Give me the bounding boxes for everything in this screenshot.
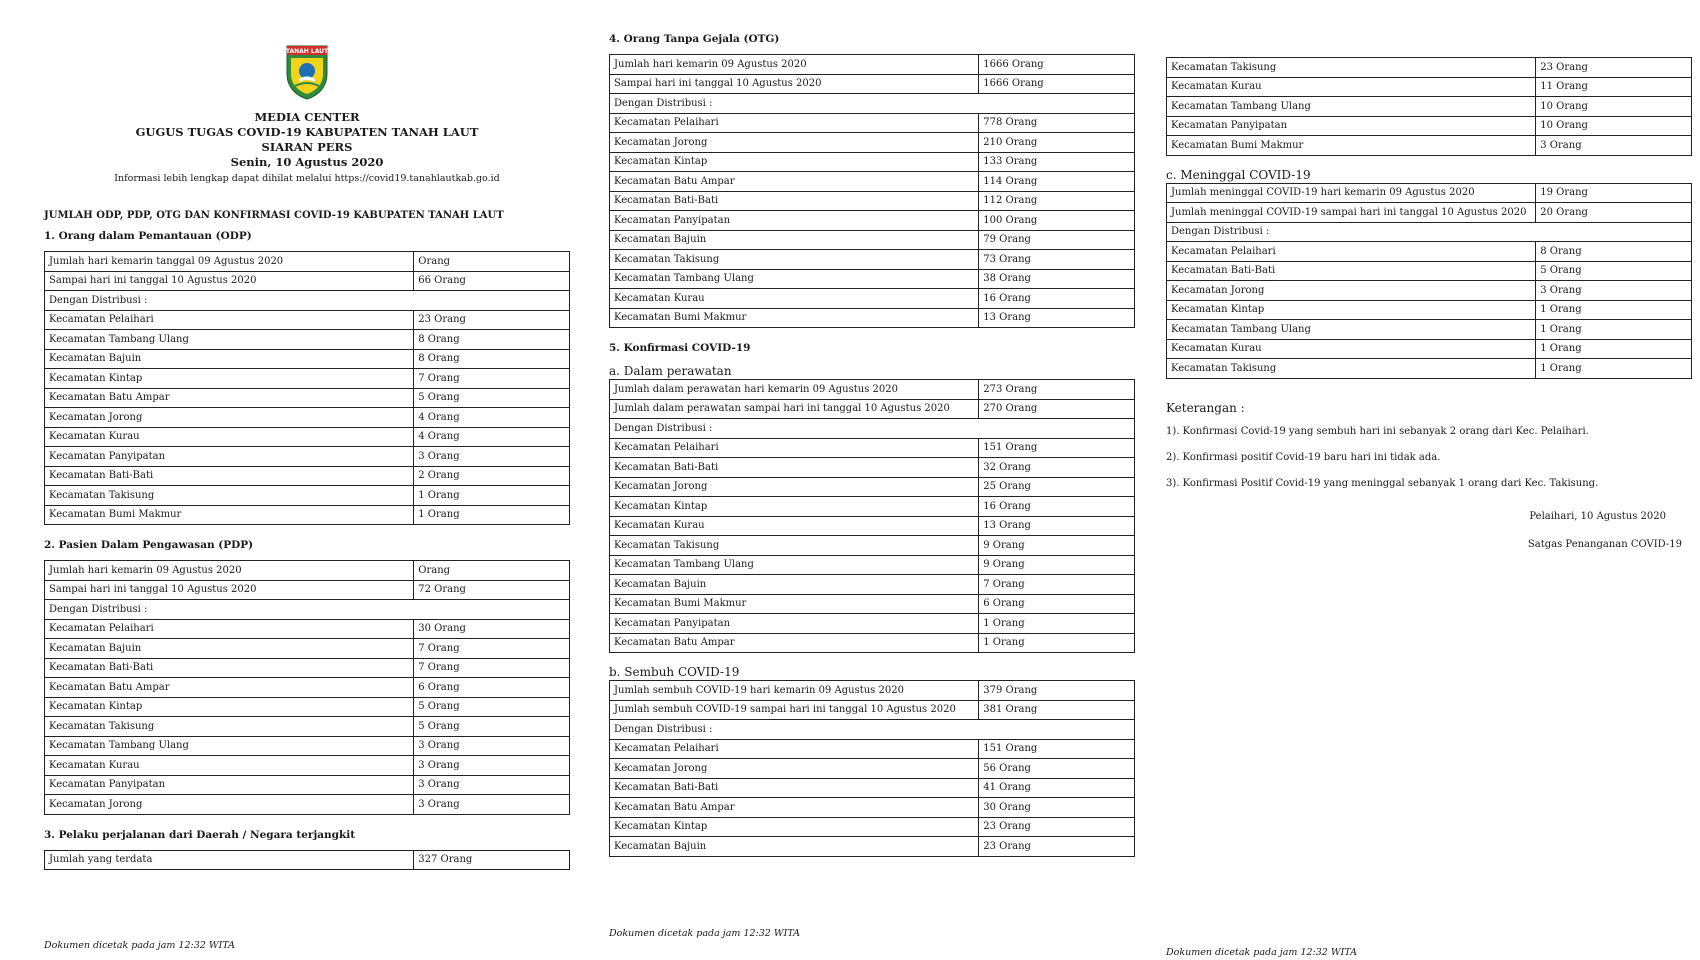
table-row: [45, 349, 570, 369]
row-label: Kecamatan Kintap: [45, 697, 414, 717]
row-label: Jumlah dalam perawatan sampai hari ini tanggal 10 Agustus 2020: [610, 399, 979, 419]
meninggal-table: [1166, 183, 1692, 379]
page-column-3: [1166, 57, 1692, 550]
row-value: 25 Orang: [979, 477, 1135, 497]
table-row: [610, 94, 1135, 114]
row-value: 13 Orang: [979, 308, 1135, 328]
row-label: Kecamatan Kurau: [45, 427, 414, 447]
table-row: [610, 172, 1135, 192]
row-label: Kecamatan Bati-Bati: [45, 466, 414, 486]
table-row: [45, 639, 570, 659]
table-row: [610, 594, 1135, 614]
table-row: [45, 369, 570, 389]
row-value: 20 Orang: [1536, 203, 1692, 223]
row-value: 3 Orang: [414, 795, 570, 815]
row-label: Kecamatan Bati-Bati: [610, 191, 979, 211]
table-row: [1167, 281, 1692, 301]
row-value: 778 Orang: [979, 113, 1135, 133]
row-label: Kecamatan Takisung: [1167, 359, 1536, 379]
row-value: 79 Orang: [979, 230, 1135, 250]
row-value: 66 Orang: [414, 271, 570, 291]
row-label: Kecamatan Pelaihari: [45, 619, 414, 639]
row-label: Jumlah dalam perawatan hari kemarin 09 Agustus 2020: [610, 380, 979, 400]
row-label: Kecamatan Jorong: [610, 477, 979, 497]
table-row: [610, 438, 1135, 458]
row-label: Kecamatan Batu Ampar: [610, 633, 979, 653]
table-row: [610, 113, 1135, 133]
table-row: [45, 850, 570, 870]
row-label: Kecamatan Kintap: [610, 152, 979, 172]
row-value: 32 Orang: [979, 458, 1135, 478]
row-value: 11 Orang: [1536, 77, 1692, 97]
table-row: [45, 619, 570, 639]
row-label: Kecamatan Bati-Bati: [610, 778, 979, 798]
row-value: 10 Orang: [1536, 97, 1692, 117]
row-value: 1 Orang: [1536, 300, 1692, 320]
table-row: [610, 152, 1135, 172]
row-label: Kecamatan Bumi Makmur: [1167, 136, 1536, 156]
page-column-2: [609, 33, 1135, 857]
table-row: [610, 191, 1135, 211]
table-row: [45, 561, 570, 581]
row-value: 23 Orang: [1536, 58, 1692, 78]
table-row: [45, 427, 570, 447]
table-row: [45, 447, 570, 467]
row-value: 1 Orang: [979, 633, 1135, 653]
row-value: 7 Orang: [414, 658, 570, 678]
table-row: [45, 600, 570, 620]
table-row: [45, 580, 570, 600]
row-label: Jumlah meninggal COVID-19 hari kemarin 09 Agustus 2020: [1167, 183, 1536, 203]
row-value: 72 Orang: [414, 580, 570, 600]
table-row: [610, 720, 1135, 740]
row-label: Jumlah hari kemarin 09 Agustus 2020: [45, 561, 414, 581]
row-value: 1 Orang: [414, 505, 570, 525]
row-value: 3 Orang: [414, 756, 570, 776]
row-label: Kecamatan Kintap: [610, 817, 979, 837]
row-value: 9 Orang: [979, 536, 1135, 556]
table-row: [610, 308, 1135, 328]
row-value: 30 Orang: [979, 798, 1135, 818]
keterangan-item: 3). Konfirmasi Positif Covid-19 yang meninggal sebanyak 1 orang dari Kec. Takisung.: [1166, 477, 1599, 489]
row-label: Kecamatan Panyipatan: [1167, 116, 1536, 136]
row-label: Kecamatan Kintap: [45, 369, 414, 389]
table-row: [1167, 203, 1692, 223]
row-value: 5 Orang: [1536, 261, 1692, 281]
row-label: Kecamatan Jorong: [610, 759, 979, 779]
row-label: Kecamatan Bajuin: [610, 575, 979, 595]
row-label: Kecamatan Tambang Ulang: [610, 269, 979, 289]
row-value: 3 Orang: [1536, 281, 1692, 301]
row-value: 6 Orang: [979, 594, 1135, 614]
row-label: Kecamatan Tambang Ulang: [1167, 97, 1536, 117]
table-row: [610, 681, 1135, 701]
row-value: 1 Orang: [1536, 320, 1692, 340]
row-value: Orang: [414, 252, 570, 272]
meninggal-title: c. Meninggal COVID-19: [1166, 167, 1311, 182]
table-row: [45, 505, 570, 525]
row-label: Jumlah hari kemarin 09 Agustus 2020: [610, 55, 979, 75]
row-value: 30 Orang: [414, 619, 570, 639]
table-row: [610, 289, 1135, 309]
row-value: 8 Orang: [1536, 242, 1692, 262]
keterangan-item: 1). Konfirmasi Covid-19 yang sembuh hari ini sebanyak 2 orang dari Kec. Pelaihari.: [1166, 425, 1589, 437]
distribution-label: Dengan Distribusi :: [610, 720, 1135, 740]
row-label: Kecamatan Takisung: [610, 250, 979, 270]
row-value: 1 Orang: [979, 614, 1135, 634]
row-label: Kecamatan Bati-Bati: [610, 458, 979, 478]
table-row: [610, 250, 1135, 270]
row-value: 1666 Orang: [979, 74, 1135, 94]
row-value: 23 Orang: [979, 817, 1135, 837]
row-value: 6 Orang: [414, 678, 570, 698]
row-label: Kecamatan Jorong: [45, 408, 414, 428]
row-value: 38 Orang: [979, 269, 1135, 289]
distribution-label: Dengan Distribusi :: [1167, 222, 1692, 242]
table-row: [1167, 320, 1692, 340]
table-row: [610, 759, 1135, 779]
table-row: [610, 269, 1135, 289]
distribution-label: Dengan Distribusi :: [610, 94, 1135, 114]
table-row: [610, 555, 1135, 575]
table-row: [610, 230, 1135, 250]
row-value: 273 Orang: [979, 380, 1135, 400]
perawatan-title: a. Dalam perawatan: [609, 364, 732, 378]
row-label: Sampai hari ini tanggal 10 Agustus 2020: [45, 580, 414, 600]
row-value: 151 Orang: [979, 739, 1135, 759]
row-label: Kecamatan Bajuin: [610, 837, 979, 857]
table-row: [610, 516, 1135, 536]
row-value: 7 Orang: [414, 639, 570, 659]
row-value: 1666 Orang: [979, 55, 1135, 75]
row-value: 381 Orang: [979, 700, 1135, 720]
distribution-label: Dengan Distribusi :: [45, 600, 570, 620]
row-label: Kecamatan Bumi Makmur: [610, 308, 979, 328]
row-value: 4 Orang: [414, 427, 570, 447]
table-row: [45, 717, 570, 737]
table-row: [610, 380, 1135, 400]
table-row: [45, 486, 570, 506]
table-row: [610, 633, 1135, 653]
row-value: 112 Orang: [979, 191, 1135, 211]
keterangan-title: Keterangan :: [1166, 400, 1245, 415]
table-row: [1167, 58, 1692, 78]
table-row: [45, 330, 570, 350]
odp-title: 1. Orang dalam Pemantauan (ODP): [44, 230, 252, 242]
row-value: 23 Orang: [414, 310, 570, 330]
header-line-4: Senin, 10 Agustus 2020: [230, 155, 384, 169]
row-value: 41 Orang: [979, 778, 1135, 798]
row-value: 73 Orang: [979, 250, 1135, 270]
pelaku-table: [44, 850, 570, 871]
table-row: [610, 837, 1135, 857]
row-label: Kecamatan Kintap: [610, 497, 979, 517]
distribution-label: Dengan Distribusi :: [610, 419, 1135, 439]
row-value: 379 Orang: [979, 681, 1135, 701]
row-value: 5 Orang: [414, 697, 570, 717]
row-value: 327 Orang: [414, 850, 570, 870]
sembuh-table: [609, 680, 1135, 857]
document-header: [44, 44, 570, 184]
otg-title: 4. Orang Tanpa Gejala (OTG): [609, 33, 780, 45]
row-value: 133 Orang: [979, 152, 1135, 172]
logo-text: TANAH LAUT: [285, 48, 329, 55]
row-label: Kecamatan Jorong: [45, 795, 414, 815]
row-value: 7 Orang: [414, 369, 570, 389]
row-value: 7 Orang: [979, 575, 1135, 595]
table-row: [610, 74, 1135, 94]
row-label: Kecamatan Bajuin: [45, 349, 414, 369]
table-row: [45, 697, 570, 717]
row-label: Sampai hari ini tanggal 10 Agustus 2020: [45, 271, 414, 291]
table-row: [610, 700, 1135, 720]
row-label: Kecamatan Tambang Ulang: [45, 330, 414, 350]
row-value: 13 Orang: [979, 516, 1135, 536]
header-line-1: MEDIA CENTER: [254, 110, 360, 124]
table-row: [610, 778, 1135, 798]
row-label: Kecamatan Pelaihari: [45, 310, 414, 330]
row-value: 3 Orang: [414, 775, 570, 795]
row-label: Kecamatan Kurau: [1167, 77, 1536, 97]
table-row: [610, 419, 1135, 439]
footer-col-3: Dokumen dicetak pada jam 12:32 WITA: [1166, 947, 1358, 958]
table-row: [45, 736, 570, 756]
row-value: 5 Orang: [414, 717, 570, 737]
row-label: Jumlah sembuh COVID-19 hari kemarin 09 Agustus 2020: [610, 681, 979, 701]
row-label: Sampai hari ini tanggal 10 Agustus 2020: [610, 74, 979, 94]
row-label: Kecamatan Bumi Makmur: [45, 505, 414, 525]
konfirmasi-title: 5. Konfirmasi COVID-19: [609, 342, 751, 354]
row-label: Kecamatan Panyipatan: [45, 775, 414, 795]
row-label: Kecamatan Kurau: [610, 516, 979, 536]
row-label: Kecamatan Panyipatan: [45, 447, 414, 467]
keterangan-item: 2). Konfirmasi positif Covid-19 baru hari ini tidak ada.: [1166, 451, 1441, 463]
row-label: Kecamatan Bajuin: [45, 639, 414, 659]
row-label: Kecamatan Batu Ampar: [610, 172, 979, 192]
table-row: [1167, 77, 1692, 97]
row-label: Jumlah meninggal COVID-19 sampai hari ini tanggal 10 Agustus 2020: [1167, 203, 1536, 223]
table-row: [45, 775, 570, 795]
header-info: Informasi lebih lengkap dapat dihilat melalui https://covid19.tanahlautkab.go.id: [114, 173, 500, 184]
table-row: [45, 795, 570, 815]
row-value: 114 Orang: [979, 172, 1135, 192]
table-row: [1167, 242, 1692, 262]
row-value: 3 Orang: [1536, 136, 1692, 156]
row-label: Kecamatan Takisung: [610, 536, 979, 556]
table-row: [1167, 300, 1692, 320]
table-row: [1167, 183, 1692, 203]
pdp-table: [44, 560, 570, 815]
table-row: [45, 756, 570, 776]
table-row: [1167, 97, 1692, 117]
row-label: Kecamatan Pelaihari: [610, 113, 979, 133]
row-label: Jumlah yang terdata: [45, 850, 414, 870]
table-row: [610, 133, 1135, 153]
row-label: Kecamatan Kurau: [45, 756, 414, 776]
row-value: 3 Orang: [414, 736, 570, 756]
row-value: 19 Orang: [1536, 183, 1692, 203]
table-row: [610, 458, 1135, 478]
row-label: Kecamatan Takisung: [45, 717, 414, 737]
row-value: 1 Orang: [1536, 339, 1692, 359]
table-row: [610, 798, 1135, 818]
row-value: 2 Orang: [414, 466, 570, 486]
row-label: Kecamatan Bati-Bati: [1167, 261, 1536, 281]
row-value: 8 Orang: [414, 330, 570, 350]
row-label: Jumlah sembuh COVID-19 sampai hari ini tanggal 10 Agustus 2020: [610, 700, 979, 720]
row-label: Kecamatan Jorong: [1167, 281, 1536, 301]
row-value: 5 Orang: [414, 388, 570, 408]
table-row: [610, 536, 1135, 556]
row-label: Kecamatan Bumi Makmur: [610, 594, 979, 614]
table-row: [45, 466, 570, 486]
sembuh-title: b. Sembuh COVID-19: [609, 665, 740, 679]
row-label: Kecamatan Takisung: [45, 486, 414, 506]
row-value: 23 Orang: [979, 837, 1135, 857]
row-value: 4 Orang: [414, 408, 570, 428]
table-row: [610, 739, 1135, 759]
sembuh-cont-table: [1166, 57, 1692, 156]
table-row: [1167, 116, 1692, 136]
pelaku-title: 3. Pelaku perjalanan dari Daerah / Negara terjangkit: [44, 828, 356, 841]
table-row: [610, 211, 1135, 231]
row-label: Kecamatan Pelaihari: [610, 438, 979, 458]
table-row: [610, 614, 1135, 634]
otg-table: [609, 54, 1135, 328]
row-label: Kecamatan Tambang Ulang: [610, 555, 979, 575]
row-value: 1 Orang: [1536, 359, 1692, 379]
table-row: [1167, 136, 1692, 156]
header-line-2: GUGUS TUGAS COVID-19 KABUPATEN TANAH LAUT: [135, 125, 479, 139]
table-row: [45, 388, 570, 408]
distribution-label: Dengan Distribusi :: [45, 291, 570, 311]
table-row: [45, 310, 570, 330]
row-label: Kecamatan Kurau: [610, 289, 979, 309]
page-column-1: [44, 0, 570, 870]
row-value: 9 Orang: [979, 555, 1135, 575]
row-value: 3 Orang: [414, 447, 570, 467]
row-value: 210 Orang: [979, 133, 1135, 153]
table-row: [1167, 339, 1692, 359]
row-label: Kecamatan Kintap: [1167, 300, 1536, 320]
row-label: Kecamatan Bati-Bati: [45, 658, 414, 678]
table-row: [610, 477, 1135, 497]
table-row: [610, 55, 1135, 75]
tanah-laut-emblem-icon: [285, 44, 329, 100]
table-row: [610, 399, 1135, 419]
footer-col-2: Dokumen dicetak pada jam 12:32 WITA: [609, 928, 801, 939]
place-date: Pelaihari, 10 Agustus 2020: [1529, 510, 1666, 522]
row-value: 56 Orang: [979, 759, 1135, 779]
row-label: Kecamatan Pelaihari: [1167, 242, 1536, 262]
table-row: [610, 817, 1135, 837]
table-row: [45, 678, 570, 698]
row-label: Kecamatan Batu Ampar: [610, 798, 979, 818]
row-label: Kecamatan Batu Ampar: [45, 678, 414, 698]
row-label: Kecamatan Takisung: [1167, 58, 1536, 78]
row-label: Kecamatan Tambang Ulang: [45, 736, 414, 756]
row-label: Kecamatan Panyipatan: [610, 614, 979, 634]
row-label: Kecamatan Tambang Ulang: [1167, 320, 1536, 340]
row-label: Kecamatan Batu Ampar: [45, 388, 414, 408]
header-line-3: SIARAN PERS: [261, 140, 353, 154]
row-label: Kecamatan Kurau: [1167, 339, 1536, 359]
row-value: 151 Orang: [979, 438, 1135, 458]
table-row: [610, 497, 1135, 517]
table-row: [45, 271, 570, 291]
signature: Satgas Penanganan COVID-19: [1527, 538, 1682, 550]
pdp-title: 2. Pasien Dalam Pengawasan (PDP): [44, 539, 254, 551]
table-row: [45, 658, 570, 678]
row-label: Kecamatan Pelaihari: [610, 739, 979, 759]
table-row: [610, 575, 1135, 595]
row-value: 16 Orang: [979, 289, 1135, 309]
footer-col-1: Dokumen dicetak pada jam 12:32 WITA: [44, 940, 236, 951]
row-label: Kecamatan Panyipatan: [610, 211, 979, 231]
row-label: Kecamatan Bajuin: [610, 230, 979, 250]
table-row: [45, 291, 570, 311]
table-row: [1167, 359, 1692, 379]
row-value: 100 Orang: [979, 211, 1135, 231]
perawatan-table: [609, 379, 1135, 653]
table-row: [45, 408, 570, 428]
row-label: Jumlah hari kemarin tanggal 09 Agustus 2020: [45, 252, 414, 272]
row-value: 10 Orang: [1536, 116, 1692, 136]
odp-table: [44, 251, 570, 525]
row-value: Orang: [414, 561, 570, 581]
row-label: Kecamatan Jorong: [610, 133, 979, 153]
row-value: 16 Orang: [979, 497, 1135, 517]
row-value: 1 Orang: [414, 486, 570, 506]
table-row: [1167, 222, 1692, 242]
row-value: 270 Orang: [979, 399, 1135, 419]
table-row: [45, 252, 570, 272]
main-title: JUMLAH ODP, PDP, OTG DAN KONFIRMASI COVID-19 KABUPATEN TANAH LAUT: [44, 210, 504, 221]
row-value: 8 Orang: [414, 349, 570, 369]
table-row: [1167, 261, 1692, 281]
